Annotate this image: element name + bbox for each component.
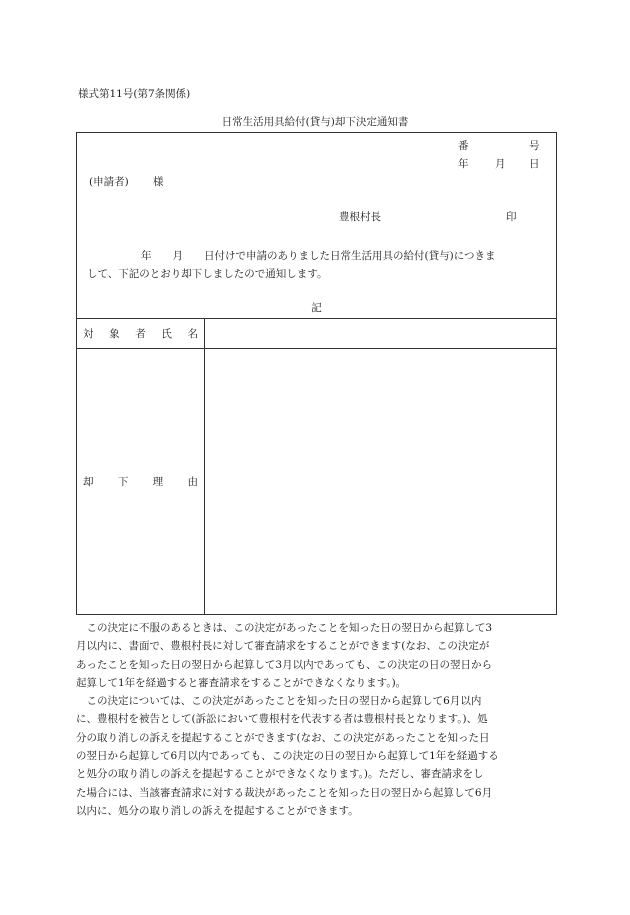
label-char: 由	[187, 476, 198, 488]
table-top-border	[77, 318, 556, 319]
notes-line: 分の取り消しの訴えを提起することができます(なお、この決定があったことを知った日	[76, 731, 490, 744]
date-day-label: 日	[529, 158, 540, 170]
applicant-honorific: 様	[153, 176, 164, 188]
table-row-divider	[77, 348, 556, 349]
issuer-name: 豊根村長	[339, 211, 381, 223]
label-char: 象	[109, 328, 120, 340]
notes-line: の翌日から起算して6月以内であっても、この決定の日の翌日から起算して1年を経過する	[76, 750, 499, 763]
subject-name-label	[83, 326, 198, 341]
label-char: 下	[117, 476, 129, 488]
notes-line: この決定に不服のあるときは、この決定があったことを知った日の翌日から起算して3	[76, 622, 493, 634]
label-char: 者	[135, 328, 146, 340]
rejection-reason-label	[83, 474, 198, 489]
notes-line: 以内に、処分の取り消しの訴えを提起することができます。	[76, 804, 359, 817]
notes-line: た場合には、当該審査請求に対する裁決があったことを知った日の翌日から起算して6月	[76, 786, 493, 799]
document-title: 日常生活用具給付(貸与)却下決定通知書	[221, 116, 409, 128]
ki-heading: 記	[311, 302, 322, 314]
notes-line: と処分の取り消しの訴えを提起することができなくなります。)。ただし、審査請求をし	[76, 768, 484, 781]
reference-number-label: 番	[458, 140, 469, 152]
reference-number-suffix: 号	[529, 140, 540, 152]
label-char: 理	[152, 476, 164, 488]
label-char: 名	[187, 328, 198, 340]
table-column-divider	[204, 318, 205, 614]
notes-line: あったことを知った日の翌日から起算して3月以内であっても、この決定の日の翌日から	[76, 658, 492, 671]
label-char: 却	[83, 476, 94, 488]
applicant-label: (申請者)	[89, 176, 129, 188]
form-number: 様式第11号(第7条関係)	[78, 88, 191, 100]
notes-line: に、豊根村を被告として(訴訟において豊根村を代表する者は豊根村長となります。)、処	[76, 713, 488, 726]
seal-mark: 印	[506, 211, 517, 223]
notes-line: 月以内に、書面で、豊根村長に対して審査請求をすることができます(なお、この決定が	[76, 640, 490, 653]
notice-form-frame	[76, 132, 557, 615]
date-month-label: 月	[495, 158, 506, 170]
notice-body-line-2: して、下記のとおり却下しましたので通知します。	[87, 268, 328, 280]
notes-line: 起算して1年を経過すると審査請求をすることができなくなります。)。	[76, 676, 407, 689]
label-char: 氏	[161, 328, 172, 340]
notice-body-line-1: 年 月 日付けで申請のありました日常生活用具の給付(貸与)につきま	[141, 250, 496, 262]
notes-line: この決定については、この決定があったことを知った日の翌日から起算して6月以内	[76, 695, 482, 708]
date-year-label: 年	[458, 158, 469, 170]
label-char: 対	[83, 328, 94, 340]
appeal-notes	[76, 619, 562, 820]
